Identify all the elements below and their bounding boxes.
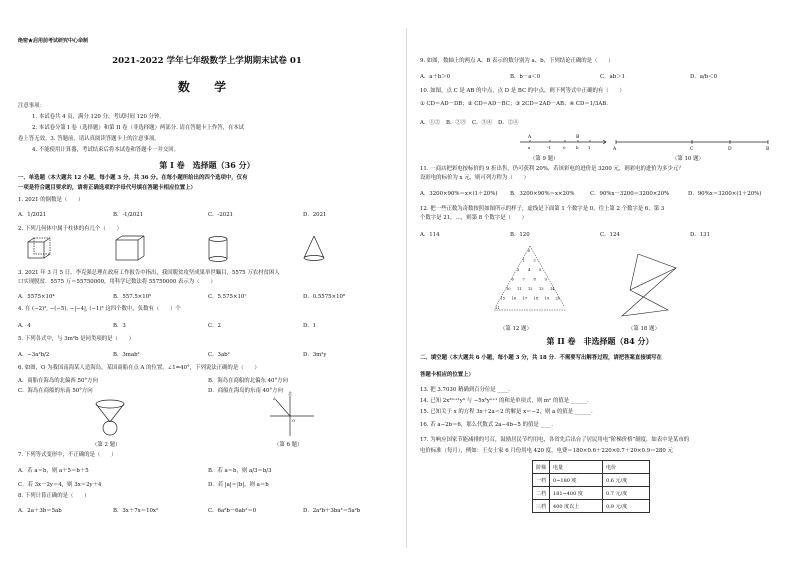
q2-stem: 2. 下列几何体中属于柱体的有几个（ ）: [18, 226, 122, 232]
triangle-number: 17: [522, 296, 528, 301]
q3-stem-1: 3. 2021 年 3 月 5 日，李克强总理在政府工作报告中指出，我国脱贫攻坚成果举世瞩目，5575 万农村贫困人: [18, 270, 280, 276]
q4-option-d: D．1: [303, 323, 317, 329]
q3-stem-2: 口实现脱贫．5575 万＝55750000，用科学记数法将 55750000 表示为（ ）: [18, 279, 216, 285]
triangle-number: 5: [539, 268, 542, 272]
nl-tick-a: a: [528, 145, 531, 150]
q2-solids-figure: [18, 236, 318, 266]
table-header-row: [533, 461, 650, 474]
nl-label-a: A: [528, 135, 532, 140]
note-2: 2. 本试卷分第 I 卷（选择题）和第 II 卷（非选择题）两部分. 请在答题卡上作答，在本试: [32, 125, 245, 131]
triangle-number: 7: [522, 277, 525, 282]
notes-title: 注意事项：: [18, 103, 45, 109]
q9-option-b: B．b－a＜0: [510, 74, 541, 80]
q12-option-d: D．131: [690, 232, 711, 238]
q11-stem-2: 设彩电的标价为 x 元，则可列方程为（ ）: [420, 175, 529, 181]
triangle-number: 15: [500, 296, 506, 301]
fig18-star-figure: [616, 250, 686, 320]
q4-stem: 4. 在 (−2)², −(−5), −|−4|, (−1)³ 这四个数中，负数有（ ）个: [18, 306, 181, 312]
triangle-number: 3: [517, 268, 520, 272]
fig9-caption: （第 9 题）: [530, 156, 559, 162]
triangle-number: 18: [533, 296, 539, 301]
fig10-caption: （第 10 题）: [672, 156, 704, 162]
seg-label-a: A: [613, 147, 617, 152]
q5-option-b: B．3mab²: [113, 352, 140, 358]
column-divider: [406, 28, 407, 548]
q1-option-d: D．2021: [303, 212, 327, 218]
triangle-number: 16: [511, 296, 517, 301]
q3-option-b: B．557.5×10⁵: [113, 294, 152, 300]
nl-tick-neg1: -1: [547, 145, 551, 150]
triangle-number: 8: [533, 277, 536, 282]
q12-stem-1: 12. 把一些正数为奇数按照如图所示的样子，虚线是下面第 1 个数字是 0，往上第 2 个数字是 6，第 3: [420, 206, 665, 212]
seg-label-b: B: [766, 147, 770, 152]
q5-option-c: C．3ab²: [208, 352, 230, 358]
fig6-compass-figure: [270, 391, 320, 438]
table-cell: 0~180 度: [550, 474, 603, 487]
note-4: 4. 不能使用计算器，考试结束后将本试卷和答题卡一并交回。: [32, 147, 180, 153]
q8-stem: 8. 下列计算正确的是（ ）: [18, 493, 90, 499]
q3-option-a: A．5575×10⁴: [18, 294, 55, 300]
triangle-number: 4: [528, 268, 531, 272]
q5-stem: 5. 下列各式中，与 3m²b 是同类项的是（ ）: [18, 336, 135, 342]
q9-stem: 9. 如图，数轴上的两点 A、B 表示的数分别为 a、b，下列结论正确的是（ ）: [420, 58, 614, 64]
q12-option-a: A．114: [420, 232, 440, 238]
q9-option-c: C．ab＞1: [600, 74, 626, 80]
q11-option-d: D．90%x＝3200×(1＋20%): [688, 191, 762, 197]
triangle-number: 21: [495, 306, 500, 310]
q9-option-a: A．a＋b＞0: [420, 74, 451, 80]
right-column: [420, 0, 780, 562]
table-header-cell: 电价: [603, 461, 650, 474]
q5-option-d: D．3m²y: [303, 352, 327, 358]
part2-title: 第 II 卷 非选择题（84 分）: [546, 336, 654, 346]
nl-tick-b: b: [576, 145, 579, 150]
triangle-number: 0: [528, 249, 531, 253]
part1-title: 第 I 卷 选择题（36 分）: [159, 160, 255, 170]
table-row: [533, 487, 650, 500]
q10-option-a: A．①②: [420, 120, 441, 126]
q11-option-b: B．3200×90%＝x×20%: [510, 191, 575, 197]
q17-text-1: 17. 为响应国家节能减排的号召，鼓励居民节约用电，各省先后出台了居民用电“阶梯价格”制度，如表中是某市的: [420, 437, 690, 443]
fill-intro-2: 答题卡相应的位置上）: [420, 372, 474, 378]
q7-option-c: C．若 3x－2y＝4，则 3x＝2y＋4: [18, 482, 102, 488]
fig18-caption: （第 18 题）: [628, 326, 660, 332]
fig9-number-line: [520, 132, 610, 154]
q1-option-c: C．-2021: [208, 212, 234, 218]
nl-tick-0: 0: [563, 145, 566, 150]
q7-option-b: B．若 a＝b，则 a/3＝b/3: [208, 468, 272, 474]
table-row: [533, 474, 650, 487]
table-cell: 181~400 度: [550, 487, 603, 500]
q10-stem: 10. 如图，点 C 是 AB 的中点，点 D 是 BC 的中点，则下列等式中正确的有（ ）: [420, 88, 625, 94]
table-cell: 三档: [533, 500, 550, 513]
q8-option-b: B．3x＋7x＝10x²: [113, 508, 159, 514]
electricity-price-table: [532, 460, 650, 513]
q8-option-d: D．2a²b＋3ba²＝5a²b: [303, 508, 361, 514]
fig12-number-triangle: [490, 244, 570, 324]
svg-text:O: O: [292, 418, 296, 423]
q11-option-c: C．90%x－3200＝3200×20%: [590, 191, 670, 197]
q10-option-d: D．②④: [498, 120, 519, 126]
triangle-number: 1: [522, 258, 525, 263]
note-1: 1. 本试卷共 4 页，满分 120 分，考试时间 120 分钟。: [32, 114, 165, 120]
svg-text:北: 北: [288, 391, 292, 396]
table-cell: 0.6 元/度: [603, 474, 650, 487]
q7-option-d: D．若 |a|＝|b|，则 a＝b: [208, 482, 269, 488]
q15-text: 15. 已知关于 x 的方程 3x＋2a＝2 的解是 x＝−2，则 a 的值是 ______．: [420, 409, 597, 415]
left-column: [18, 0, 396, 562]
triangle-number: 9: [544, 277, 547, 282]
table-cell: 二档: [533, 487, 550, 500]
q6-stem: 6. 如图，O 为我国南海某人造海岛，某国商船在点 A 的位置，∠1=40°，下列说法正确的是（ ）: [18, 365, 260, 371]
q5-option-a: A．−3a²b/2: [18, 352, 50, 358]
triangle-number: 14: [550, 287, 555, 291]
fill-intro-1: 二、填空题（本大题共 6 小题，每小题 3 分，共 18 分．不需要写出解答过程，请把答案直接填写在: [420, 355, 662, 361]
fig2-caption: （第 2 题）: [92, 442, 121, 448]
secret-line: 绝密★启用前考试研究中心命制: [18, 38, 89, 44]
exam-title: 2021-2022 学年七年级数学上学期期末试卷 01: [112, 56, 302, 66]
q12-option-c: C．124: [600, 232, 620, 238]
nl-tick-1: 1: [588, 145, 591, 150]
seg-label-c: C: [690, 147, 694, 152]
cone-shape: [304, 236, 324, 261]
q17-text-2: 电价标准（每月），例如：王女士家 6 月份用电 420 度，电费＝180×0.6＋220×0.7＋20×0.9＝280 元: [420, 448, 673, 454]
q6-option-a: A．商船在海岛的北偏西 50°方向: [18, 378, 98, 384]
q9-option-d: D．a/b＜0: [690, 74, 718, 80]
q1-option-a: A．1/2021: [18, 212, 47, 218]
triangle-number: 12: [528, 287, 533, 291]
subject-title: 数 学: [177, 80, 237, 94]
table-header-cell: 阶梯: [533, 461, 550, 474]
q11-option-a: A．3200×90%＝x×(1＋20%): [420, 191, 498, 197]
q4-option-a: A．4: [18, 323, 31, 329]
fig2-solid-figure: [88, 398, 148, 438]
q4-option-b: B．3: [113, 323, 126, 329]
fig12-caption: （第 12 题）: [500, 326, 532, 332]
table-cell: 0.9 元/度: [603, 500, 650, 513]
triangle-number: 19: [544, 296, 550, 301]
triangle-number: 11: [517, 287, 522, 291]
triangle-number: 20: [555, 296, 561, 301]
q14-text: 14. 已知 2x²ᵐ⁺¹y³ 与 −5x⁵yⁿ⁺¹ 的和是单项式，则 mⁿ 的值是 ______．: [420, 398, 593, 404]
table-cell: 一档: [533, 474, 550, 487]
table-header-cell: 电量: [550, 461, 603, 474]
q16-text: 16. 若 a−2b＝6，那么代数式 2a−4b−5 的值是 ____．: [420, 422, 557, 428]
cylinder-shape: [209, 237, 227, 262]
q13-text: 13. 把 3.7030 精确到百分位是 ____．: [420, 387, 514, 393]
q11-stem-1: 11. 一商店把彩电按标价的 9 折出售，仍可获利 20%，若该彩电的进价是 3200 元，则彩电的进价为多少元？: [420, 166, 684, 172]
prism-shape: [116, 236, 144, 260]
q12-option-b: B．120: [510, 232, 530, 238]
fig10-segment: [608, 132, 778, 152]
q6-option-b: B．海岛在商船的北偏东 40°方向: [208, 378, 288, 384]
q6-option-d: D．商船在海岛的东南 40°方向: [208, 388, 283, 394]
q1-stem: 1. 2021 的倒数是（ ）: [18, 197, 84, 203]
fig6-caption: （第 6 题）: [274, 442, 303, 448]
table-row: [533, 500, 650, 513]
q8-option-a: A．2a＋3b＝5ab: [18, 508, 62, 514]
q4-option-c: C．2: [208, 323, 221, 329]
q10-option-c: C．③④: [472, 120, 493, 126]
table-cell: 400 度以上: [550, 500, 603, 513]
q3-option-c: C．5.575×10⁷: [208, 294, 247, 300]
triangle-number: 6: [511, 277, 514, 282]
mc-intro-2: 一项是符合题目要求的，请将正确选项的字母代号填在答题卡相应位置上）: [18, 185, 196, 191]
q8-option-c: C．6a²b－6ab²＝0: [208, 508, 257, 514]
q7-stem: 7. 下列等式变形中，不正确的是（ ）: [18, 452, 117, 458]
svg-text:A: A: [273, 396, 276, 401]
q6-option-c: C．海岛在商船的东南 50°方向: [18, 388, 93, 394]
triangle-number: 10: [506, 287, 511, 291]
note-3: 卷上答无效。3. 答题前，请认真阅读答题卡上的注意事项。: [18, 136, 160, 142]
mc-intro-1: 一、单选题（本大题共 12 小题，每小题 3 分，共 36 分。在每小题所给出的四个选项中，仅有: [18, 175, 248, 181]
triangle-number: 13: [539, 287, 544, 291]
cube-shape: [28, 238, 50, 258]
nl-label-b: B: [576, 135, 580, 140]
q10-items: ① CD＝AD－DB；② CD＝AD－BC；③ 2CD＝2AD－AB；④ CD＝1/3AB．: [420, 101, 612, 107]
seg-label-d: D: [728, 147, 732, 152]
q12-stem-2: 个数字是 21，…，则第 8 个数字是（ ）: [420, 215, 528, 221]
q3-option-d: D．0.5575×10⁸: [303, 294, 346, 300]
q7-option-a: A．若 a＝b，则 a＋5＝b＋5: [18, 468, 89, 474]
q1-option-b: B．-1/2021: [113, 212, 144, 218]
q10-option-b: B．②③: [446, 120, 467, 126]
triangle-number: 2: [533, 258, 536, 263]
table-cell: 0.7 元/度: [603, 487, 650, 500]
